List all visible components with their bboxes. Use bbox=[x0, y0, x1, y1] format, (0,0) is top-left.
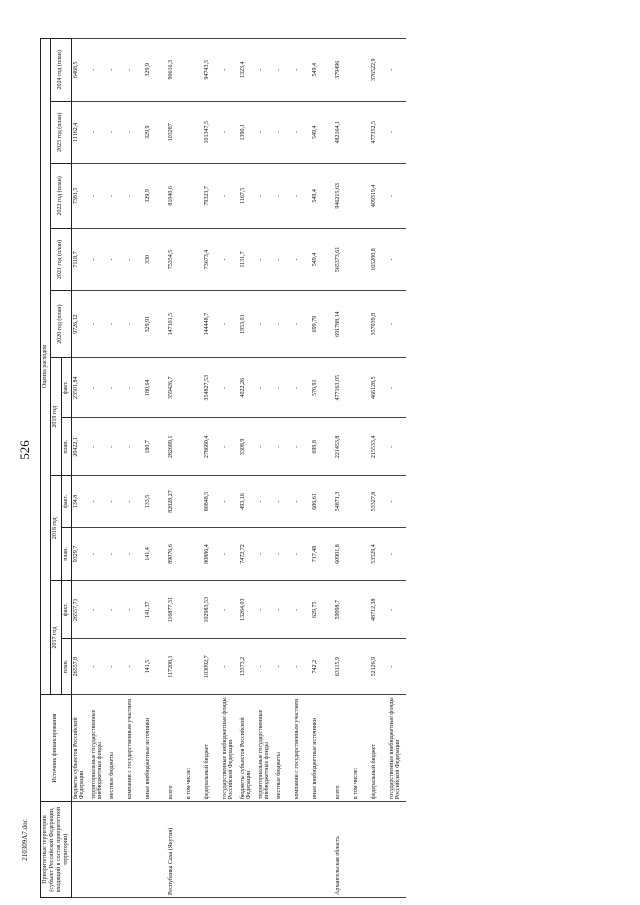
value-cell: - bbox=[126, 164, 144, 229]
value-cell: - bbox=[388, 101, 406, 163]
territory-cell: Республика Саха (Якутия) bbox=[162, 802, 185, 898]
value-cell bbox=[185, 476, 203, 527]
source-cell: территориальные государственные внебюджетные фонды bbox=[90, 694, 108, 801]
value-cell: - bbox=[257, 581, 275, 639]
value-cell: 1390,1 bbox=[239, 101, 257, 163]
value-cell: 53327,8 bbox=[370, 476, 388, 527]
value-cell bbox=[352, 581, 370, 639]
value-cell: 691788,14 bbox=[329, 291, 352, 358]
value-cell: - bbox=[388, 358, 406, 418]
value-cell: - bbox=[90, 228, 108, 290]
value-cell: - bbox=[388, 639, 406, 695]
value-cell: - bbox=[257, 418, 275, 476]
source-cell: бюджеты субъектов Российской Федерации bbox=[71, 694, 90, 801]
value-cell: - bbox=[275, 228, 293, 290]
source-cell: федеральный бюджет bbox=[203, 694, 221, 801]
value-cell: 116877,31 bbox=[162, 581, 185, 639]
value-cell bbox=[352, 639, 370, 695]
value-cell bbox=[185, 39, 203, 102]
source-cell: государственные внебюджетные фонды Российской Федерации bbox=[221, 694, 239, 801]
territory-cell bbox=[293, 802, 311, 898]
value-cell: 26557,8 bbox=[71, 639, 90, 695]
value-cell: 141,37 bbox=[144, 581, 162, 639]
value-cell: - bbox=[90, 164, 108, 229]
table-row bbox=[203, 39, 221, 898]
value-cell: 23501,84 bbox=[71, 358, 90, 418]
value-cell: - bbox=[90, 358, 108, 418]
value-cell: 742,2 bbox=[311, 639, 329, 695]
year-2018-header: 2018 год bbox=[50, 476, 61, 581]
value-cell bbox=[352, 291, 370, 358]
source-cell: территориальные государственные внебюджетные фонды bbox=[257, 694, 275, 801]
year-2021-header: 2021 год (план) bbox=[50, 228, 71, 290]
value-cell: 73673,4 bbox=[203, 228, 221, 290]
value-cell: 576,91 bbox=[311, 358, 329, 418]
value-cell: - bbox=[257, 39, 275, 102]
value-cell: - bbox=[293, 476, 311, 527]
value-cell: 329,9 bbox=[144, 101, 162, 163]
value-cell: 53529,4 bbox=[370, 527, 388, 581]
territory-cell bbox=[275, 802, 293, 898]
territory-cell bbox=[221, 802, 239, 898]
fact-2018-header: факт. bbox=[61, 476, 71, 527]
value-cell: - bbox=[275, 639, 293, 695]
value-cell: - bbox=[90, 476, 108, 527]
value-cell: - bbox=[108, 639, 126, 695]
value-cell: 133,5 bbox=[144, 476, 162, 527]
source-cell: всего bbox=[329, 694, 352, 801]
value-cell: - bbox=[108, 358, 126, 418]
value-cell: 180,64 bbox=[144, 358, 162, 418]
value-cell: 3308,9 bbox=[239, 418, 257, 476]
source-cell: местные бюджеты bbox=[275, 694, 293, 801]
value-cell: 221453,8 bbox=[329, 418, 352, 476]
value-cell: 13373,2 bbox=[239, 639, 257, 695]
value-cell: - bbox=[293, 291, 311, 358]
value-cell bbox=[185, 358, 203, 418]
plan-2019-header: план. bbox=[61, 418, 71, 476]
value-cell: 1953,01 bbox=[239, 291, 257, 358]
value-cell: 477163,05 bbox=[329, 358, 352, 418]
value-cell: 103092,7 bbox=[203, 639, 221, 695]
value-cell: - bbox=[126, 581, 144, 639]
value-cell: - bbox=[90, 581, 108, 639]
value-cell: 7472,72 bbox=[239, 527, 257, 581]
value-cell: 278680,4 bbox=[203, 418, 221, 476]
value-cell bbox=[185, 581, 203, 639]
value-cell: - bbox=[108, 581, 126, 639]
page-number: 526 bbox=[17, 440, 32, 460]
value-cell: - bbox=[108, 291, 126, 358]
territory-cell bbox=[144, 802, 162, 898]
value-cell: - bbox=[275, 527, 293, 581]
source-cell: местные бюджеты bbox=[108, 694, 126, 801]
value-cell: 376522,9 bbox=[370, 39, 388, 102]
value-cell: 549,4 bbox=[311, 101, 329, 163]
territory-cell bbox=[257, 802, 275, 898]
territory-cell bbox=[108, 802, 126, 898]
table-row bbox=[162, 39, 185, 898]
value-cell: 357039,8 bbox=[370, 291, 388, 358]
table-row bbox=[185, 39, 203, 898]
value-cell: - bbox=[388, 291, 406, 358]
value-cell: 89076,6 bbox=[162, 527, 185, 581]
year-2020-header: 2020 год (план) bbox=[50, 291, 71, 358]
value-cell: - bbox=[275, 164, 293, 229]
value-cell: 409319,4 bbox=[370, 164, 388, 229]
source-cell: всего bbox=[162, 694, 185, 801]
value-cell: - bbox=[90, 639, 108, 695]
value-cell: - bbox=[293, 639, 311, 695]
value-cell: 134,8 bbox=[71, 476, 90, 527]
value-cell: 147101,5 bbox=[162, 291, 185, 358]
value-cell: - bbox=[257, 228, 275, 290]
value-cell: - bbox=[257, 476, 275, 527]
source-cell: бюджеты субъектов Российской Федерации bbox=[239, 694, 257, 801]
value-cell: - bbox=[108, 164, 126, 229]
value-cell: - bbox=[293, 527, 311, 581]
value-cell: - bbox=[126, 358, 144, 418]
value-cell: - bbox=[221, 581, 239, 639]
table-row bbox=[221, 39, 239, 898]
plan-2018-header: план. bbox=[61, 527, 71, 581]
value-cell: - bbox=[388, 527, 406, 581]
value-cell: 59098,7 bbox=[329, 581, 352, 639]
value-cell: - bbox=[275, 39, 293, 102]
table-body bbox=[71, 39, 406, 898]
value-cell: 329,9 bbox=[144, 39, 162, 102]
value-cell: - bbox=[275, 418, 293, 476]
table-row bbox=[311, 39, 329, 898]
value-cell bbox=[352, 418, 370, 476]
value-cell: - bbox=[388, 476, 406, 527]
value-cell: 102983,53 bbox=[203, 581, 221, 639]
expenditure-table bbox=[40, 38, 406, 898]
territory-cell bbox=[126, 802, 144, 898]
value-cell bbox=[185, 418, 203, 476]
value-cell: 180,7 bbox=[144, 418, 162, 476]
value-cell bbox=[185, 527, 203, 581]
value-cell: - bbox=[126, 639, 144, 695]
value-cell: 11162,4 bbox=[71, 101, 90, 163]
file-label: 210309А7.doc bbox=[21, 819, 29, 861]
value-cell: 80886,4 bbox=[203, 527, 221, 581]
fact-2019-header: факт. bbox=[61, 358, 71, 418]
source-header: Источник финансирования bbox=[41, 694, 72, 801]
estimate-header: Оценка расходов bbox=[41, 39, 51, 695]
rotated-table-container bbox=[40, 38, 600, 898]
source-cell: компании с государственным участием bbox=[126, 694, 144, 801]
value-cell bbox=[352, 527, 370, 581]
value-cell bbox=[352, 101, 370, 163]
value-cell: 7381,5 bbox=[71, 164, 90, 229]
table-row bbox=[90, 39, 108, 898]
value-cell: 482164,1 bbox=[329, 101, 352, 163]
value-cell: - bbox=[126, 39, 144, 102]
table-row bbox=[239, 39, 257, 898]
territory-cell: Архангельская область bbox=[329, 802, 352, 898]
territory-cell bbox=[388, 802, 406, 898]
value-cell: - bbox=[221, 639, 239, 695]
value-cell: 493,16 bbox=[239, 476, 257, 527]
value-cell: 63115,9 bbox=[329, 639, 352, 695]
value-cell bbox=[185, 164, 203, 229]
value-cell: 144448,7 bbox=[203, 291, 221, 358]
value-cell: 686,61 bbox=[311, 476, 329, 527]
value-cell bbox=[185, 639, 203, 695]
value-cell: 13264,03 bbox=[239, 581, 257, 639]
territory-cell bbox=[352, 802, 370, 898]
value-cell: 9329,7 bbox=[71, 527, 90, 581]
source-cell: компании с государственным участием bbox=[293, 694, 311, 801]
value-cell: - bbox=[293, 418, 311, 476]
value-cell: - bbox=[221, 164, 239, 229]
value-cell: - bbox=[221, 228, 239, 290]
value-cell: - bbox=[108, 39, 126, 102]
value-cell: 1131,7 bbox=[239, 228, 257, 290]
value-cell: - bbox=[90, 101, 108, 163]
value-cell: - bbox=[388, 581, 406, 639]
table-row bbox=[126, 39, 144, 898]
value-cell: - bbox=[257, 639, 275, 695]
value-cell: - bbox=[388, 39, 406, 102]
value-cell: 1323,4 bbox=[239, 39, 257, 102]
value-cell: 101347,5 bbox=[203, 101, 221, 163]
source-cell: государственные внебюджетные фонды Российской Федерации bbox=[388, 694, 406, 801]
value-cell: 699,79 bbox=[311, 291, 329, 358]
value-cell: - bbox=[293, 39, 311, 102]
fact-2017-header: факт. bbox=[61, 581, 71, 639]
plan-2017-header: план. bbox=[61, 639, 71, 695]
value-cell bbox=[352, 476, 370, 527]
value-cell: - bbox=[221, 476, 239, 527]
value-cell bbox=[352, 164, 370, 229]
value-cell bbox=[185, 101, 203, 163]
source-cell: иные внебюджетные источники bbox=[144, 694, 162, 801]
value-cell: 141,4 bbox=[144, 527, 162, 581]
value-cell: - bbox=[108, 101, 126, 163]
value-cell: 549,4 bbox=[311, 228, 329, 290]
value-cell: - bbox=[108, 476, 126, 527]
value-cell: - bbox=[221, 39, 239, 102]
value-cell: - bbox=[257, 101, 275, 163]
value-cell: - bbox=[257, 527, 275, 581]
year-2024-header: 2024 год (план) bbox=[50, 39, 71, 102]
value-cell: 7118,7 bbox=[71, 228, 90, 290]
value-cell: 52126,9 bbox=[370, 639, 388, 695]
territory-header: Приоритетные территории (субъект Российской Федерации, входящий в состав приоритетной территории) bbox=[41, 802, 72, 898]
value-cell: - bbox=[90, 418, 108, 476]
table-row bbox=[144, 39, 162, 898]
value-cell: 26557,71 bbox=[71, 581, 90, 639]
year-2019-header: 2019 год bbox=[50, 358, 61, 476]
value-cell: - bbox=[388, 164, 406, 229]
value-cell: 4022,26 bbox=[239, 358, 257, 418]
value-cell: 75354,5 bbox=[162, 228, 185, 290]
value-cell: 354827,53 bbox=[203, 358, 221, 418]
value-cell: - bbox=[126, 291, 144, 358]
value-cell bbox=[352, 39, 370, 102]
table-row bbox=[293, 39, 311, 898]
value-cell: - bbox=[126, 418, 144, 476]
value-cell: - bbox=[257, 358, 275, 418]
value-cell: - bbox=[108, 228, 126, 290]
value-cell: 48712,38 bbox=[370, 581, 388, 639]
value-cell: 9726,12 bbox=[71, 291, 90, 358]
value-cell: 717,48 bbox=[311, 527, 329, 581]
value-cell: 54871,3 bbox=[329, 476, 352, 527]
value-cell: - bbox=[221, 291, 239, 358]
value-cell: 379496 bbox=[329, 39, 352, 102]
value-cell: 565373,61 bbox=[329, 228, 352, 290]
value-cell: - bbox=[388, 228, 406, 290]
value-cell: - bbox=[221, 101, 239, 163]
territory-cell bbox=[203, 802, 221, 898]
value-cell: 141,5 bbox=[144, 639, 162, 695]
value-cell: - bbox=[90, 291, 108, 358]
source-cell: в том числе: bbox=[352, 694, 370, 801]
value-cell: - bbox=[293, 581, 311, 639]
table-row bbox=[257, 39, 275, 898]
value-cell: - bbox=[108, 527, 126, 581]
table-row bbox=[329, 39, 352, 898]
source-cell: федеральный бюджет bbox=[370, 694, 388, 801]
value-cell: - bbox=[90, 39, 108, 102]
value-cell: - bbox=[221, 358, 239, 418]
source-cell: в том числе: bbox=[185, 694, 203, 801]
value-cell: - bbox=[90, 527, 108, 581]
value-cell: - bbox=[275, 581, 293, 639]
value-cell: 282689,1 bbox=[162, 418, 185, 476]
value-cell: - bbox=[275, 101, 293, 163]
value-cell: - bbox=[275, 358, 293, 418]
value-cell: 60901,8 bbox=[329, 527, 352, 581]
year-2022-header: 2022 год (план) bbox=[50, 164, 71, 229]
value-cell: - bbox=[275, 476, 293, 527]
value-cell: 80848,5 bbox=[203, 476, 221, 527]
table-row bbox=[370, 39, 388, 898]
value-cell bbox=[185, 228, 203, 290]
value-cell: 466128,5 bbox=[370, 358, 388, 418]
value-cell: 629,75 bbox=[311, 581, 329, 639]
value-cell: 329,91 bbox=[144, 291, 162, 358]
value-cell: - bbox=[221, 527, 239, 581]
value-cell: - bbox=[275, 291, 293, 358]
value-cell: 946215,63 bbox=[329, 164, 352, 229]
value-cell: 329,9 bbox=[144, 164, 162, 229]
territory-cell bbox=[90, 802, 108, 898]
value-cell: 215533,4 bbox=[370, 418, 388, 476]
value-cell: 117208,1 bbox=[162, 639, 185, 695]
value-cell: - bbox=[388, 418, 406, 476]
value-cell: - bbox=[126, 476, 144, 527]
value-cell: - bbox=[221, 418, 239, 476]
value-cell: 477352,5 bbox=[370, 101, 388, 163]
value-cell: 103287 bbox=[162, 101, 185, 163]
value-cell: - bbox=[293, 164, 311, 229]
value-cell: 96616,3 bbox=[162, 39, 185, 102]
value-cell: - bbox=[257, 164, 275, 229]
table-row bbox=[108, 39, 126, 898]
value-cell: 549,4 bbox=[311, 39, 329, 102]
value-cell: 549,4 bbox=[311, 164, 329, 229]
territory-cell bbox=[185, 802, 203, 898]
source-cell: иные внебюджетные источники bbox=[311, 694, 329, 801]
value-cell: 82028,27 bbox=[162, 476, 185, 527]
table-row bbox=[352, 39, 370, 898]
value-cell bbox=[352, 358, 370, 418]
value-cell: 20422,1 bbox=[71, 418, 90, 476]
value-cell: 1167,5 bbox=[239, 164, 257, 229]
value-cell: 359426,7 bbox=[162, 358, 185, 418]
table-row bbox=[275, 39, 293, 898]
territory-cell bbox=[311, 802, 329, 898]
value-cell: 165200,8 bbox=[370, 228, 388, 290]
value-cell: - bbox=[293, 228, 311, 290]
value-cell bbox=[352, 228, 370, 290]
value-cell: - bbox=[293, 358, 311, 418]
year-2023-header: 2023 год (план) bbox=[50, 101, 71, 163]
value-cell: - bbox=[126, 228, 144, 290]
value-cell: - bbox=[108, 418, 126, 476]
table-row bbox=[388, 39, 406, 898]
value-cell: - bbox=[126, 101, 144, 163]
value-cell: - bbox=[257, 291, 275, 358]
territory-cell bbox=[370, 802, 388, 898]
table-row bbox=[71, 39, 90, 898]
value-cell: 94743,5 bbox=[203, 39, 221, 102]
year-2017-header: 2017 год bbox=[50, 581, 61, 695]
territory-cell bbox=[239, 802, 257, 898]
value-cell: 6468,5 bbox=[71, 39, 90, 102]
value-cell: 699,8 bbox=[311, 418, 329, 476]
value-cell bbox=[185, 291, 203, 358]
value-cell: - bbox=[126, 527, 144, 581]
value-cell: 81040,6 bbox=[162, 164, 185, 229]
value-cell: 79323,7 bbox=[203, 164, 221, 229]
territory-cell bbox=[71, 802, 90, 898]
value-cell: - bbox=[293, 101, 311, 163]
value-cell: 330 bbox=[144, 228, 162, 290]
